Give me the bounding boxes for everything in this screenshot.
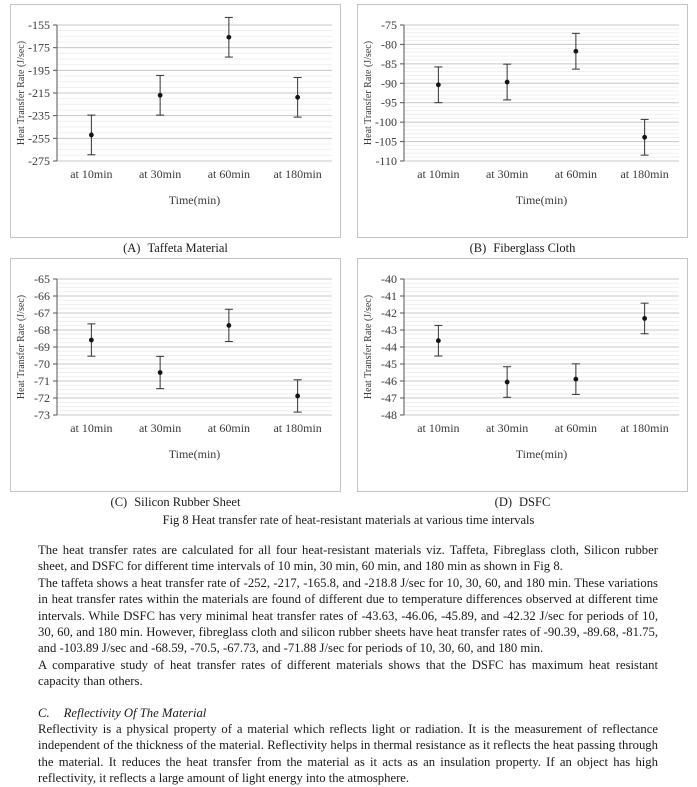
svg-text:at 60min: at 60min bbox=[207, 421, 251, 435]
section-heading-title: Reflectivity Of The Material bbox=[63, 705, 207, 720]
panel-d-caption-label: (D) bbox=[494, 495, 513, 509]
svg-text:Time(min): Time(min) bbox=[515, 447, 568, 461]
svg-text:-45: -45 bbox=[381, 357, 397, 371]
svg-text:-100: -100 bbox=[375, 115, 397, 130]
svg-text:at 30min: at 30min bbox=[485, 167, 529, 181]
svg-text:at 10min: at 10min bbox=[417, 421, 460, 435]
chart-dsfc bbox=[357, 258, 688, 492]
section-heading-label: C. bbox=[38, 705, 50, 720]
svg-text:-75: -75 bbox=[381, 18, 397, 32]
panel-a-caption-label: (A) bbox=[123, 241, 141, 255]
svg-text:-73: -73 bbox=[34, 408, 50, 422]
figure-row-1 bbox=[0, 4, 697, 258]
svg-text:Heat Transfer Rate (J/sec): Heat Transfer Rate (J/sec) bbox=[363, 40, 374, 146]
paragraph-reflectivity: Reflectivity is a physical property of a material which reflects light or radiation. It is the measurement of reflectance independent of the thickness of the material. Reflectivity helps in thermal resistance as it reflects the heat passing through the material. It reduces the heat transfer from the material as it acts as an insulation property. If an object has high reflectivity, it reflects a large amount of light energy into the atmosphere. bbox=[38, 722, 658, 786]
svg-text:Heat Transfer Rate (J/sec): Heat Transfer Rate (J/sec) bbox=[363, 294, 374, 400]
svg-text:-155: -155 bbox=[28, 18, 50, 32]
svg-text:at 10min: at 10min bbox=[70, 421, 113, 435]
svg-text:Time(min): Time(min) bbox=[168, 193, 221, 207]
svg-text:-69: -69 bbox=[34, 340, 50, 354]
svg-text:-235: -235 bbox=[28, 108, 50, 123]
svg-text:-43: -43 bbox=[381, 323, 397, 337]
svg-text:at 60min: at 60min bbox=[207, 167, 251, 181]
chart-fiberglass bbox=[357, 4, 688, 238]
panel-c-caption-text: Silicon Rubber Sheet bbox=[134, 495, 241, 509]
svg-text:-80: -80 bbox=[381, 37, 397, 52]
svg-text:-195: -195 bbox=[28, 63, 50, 78]
panel-d-caption bbox=[357, 492, 688, 512]
svg-text:-175: -175 bbox=[28, 40, 50, 55]
svg-text:at 30min: at 30min bbox=[138, 167, 182, 181]
svg-text:at 30min: at 30min bbox=[485, 421, 529, 435]
chart-fiberglass-svg bbox=[358, 5, 687, 237]
svg-text:-95: -95 bbox=[381, 95, 397, 110]
panel-c bbox=[10, 258, 341, 512]
section-heading bbox=[38, 705, 658, 721]
svg-text:-42: -42 bbox=[381, 306, 397, 320]
body-text bbox=[38, 542, 658, 787]
svg-text:-71: -71 bbox=[34, 374, 50, 388]
svg-text:-41: -41 bbox=[381, 289, 397, 303]
svg-text:at 60min: at 60min bbox=[554, 421, 598, 435]
panel-a-caption-text: Taffeta Material bbox=[147, 241, 228, 255]
svg-text:-110: -110 bbox=[375, 154, 397, 168]
svg-text:at 10min: at 10min bbox=[70, 167, 113, 181]
svg-text:-40: -40 bbox=[381, 272, 397, 286]
panel-b-caption-text: Fiberglass Cloth bbox=[493, 241, 576, 255]
svg-text:-85: -85 bbox=[381, 56, 397, 71]
svg-text:-46: -46 bbox=[381, 374, 397, 388]
svg-text:at 180min: at 180min bbox=[273, 421, 322, 435]
panel-a bbox=[10, 4, 341, 258]
svg-text:at 10min: at 10min bbox=[417, 167, 460, 181]
svg-text:-44: -44 bbox=[381, 340, 397, 354]
svg-text:-48: -48 bbox=[381, 408, 397, 422]
svg-text:at 180min: at 180min bbox=[273, 167, 322, 181]
panel-d-caption-text: DSFC bbox=[519, 495, 551, 509]
chart-dsfc-svg bbox=[358, 259, 687, 491]
figure-row-2 bbox=[0, 258, 697, 512]
svg-text:-90: -90 bbox=[381, 76, 397, 91]
svg-text:at 60min: at 60min bbox=[554, 167, 598, 181]
svg-text:at 180min: at 180min bbox=[620, 421, 669, 435]
paragraph-comparison: A comparative study of heat transfer rates of different materials shows that the DSFC has maximum heat resistant capacity than others. bbox=[38, 657, 658, 689]
svg-text:-67: -67 bbox=[34, 306, 50, 320]
panel-a-caption bbox=[10, 238, 341, 258]
panel-b-caption bbox=[357, 238, 688, 258]
svg-text:-70: -70 bbox=[34, 357, 50, 371]
svg-text:-105: -105 bbox=[375, 134, 397, 149]
svg-text:at 30min: at 30min bbox=[138, 421, 182, 435]
svg-text:-68: -68 bbox=[34, 323, 50, 337]
svg-text:Time(min): Time(min) bbox=[168, 447, 221, 461]
svg-text:at 180min: at 180min bbox=[620, 167, 669, 181]
chart-silicon-rubber bbox=[10, 258, 341, 492]
svg-text:-66: -66 bbox=[34, 289, 50, 303]
svg-text:-65: -65 bbox=[34, 272, 50, 286]
chart-taffeta bbox=[10, 4, 341, 238]
panel-c-caption-label: (C) bbox=[110, 495, 128, 509]
svg-text:Heat Transfer Rate (J/sec): Heat Transfer Rate (J/sec) bbox=[16, 40, 27, 146]
paragraph-rates: The taffeta shows a heat transfer rate of -252, -217, -165.8, and -218.8 J/sec for 10, 30, 60, and 180 min. These variations in heat transfer rates within the materials are found of different due to temperature differences observed at different time intervals. While DSFC has very minimal heat transfer rates of -43.63, -46.06, -45.89, and -42.32 J/sec for periods of 10, 30, 60, and 180 min. However, fibreglass cloth and silicon rubber sheets have heat transfer rates of -90.39, -89.68, -81.75, and -103.89 J/sec and -68.59, -70.5, -67.73, and -71.88 J/sec for periods of 10, 30, 60, and 180 min. bbox=[38, 575, 658, 656]
chart-silicon-rubber-svg bbox=[11, 259, 340, 491]
svg-text:Heat Transfer Rate (J/sec): Heat Transfer Rate (J/sec) bbox=[16, 294, 27, 400]
svg-text:Time(min): Time(min) bbox=[515, 193, 568, 207]
svg-text:-47: -47 bbox=[381, 391, 397, 405]
svg-text:-275: -275 bbox=[28, 154, 50, 168]
panel-d bbox=[357, 258, 688, 512]
figure-caption: Fig 8 Heat transfer rate of heat-resistant materials at various time intervals bbox=[162, 513, 535, 527]
chart-taffeta-svg bbox=[11, 5, 340, 237]
svg-text:-72: -72 bbox=[34, 391, 50, 405]
panel-b bbox=[357, 4, 688, 258]
panel-b-caption-label: (B) bbox=[469, 241, 487, 255]
panel-c-caption bbox=[10, 492, 341, 512]
svg-text:-215: -215 bbox=[28, 86, 50, 100]
svg-text:-255: -255 bbox=[28, 131, 50, 146]
paragraph-overview: The heat transfer rates are calculated for all four heat-resistant materials viz. Taffeta, Fibreglass cloth, Silicon rubber sheet, and DSFC for different time intervals of 10 min, 30 min, 60 min, and 180 min as shown in Fig 8. bbox=[38, 543, 658, 574]
